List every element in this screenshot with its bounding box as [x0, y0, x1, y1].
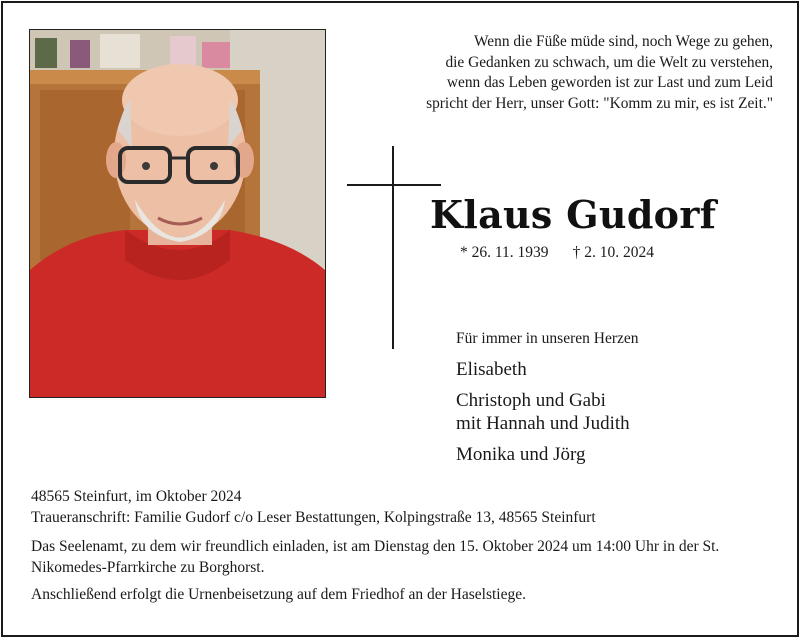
family-group [456, 443, 639, 466]
cross-icon-bar [347, 184, 441, 186]
place-date: 48565 Steinfurt, im Oktober 2024 [31, 488, 242, 505]
life-dates [460, 244, 654, 262]
family-member: Christoph und Gabi [456, 390, 606, 411]
death-date: † 2. 10. 2024 [572, 244, 654, 261]
family-group [456, 358, 639, 381]
mourning-address: Traueranschrift: Familie Gudorf c/o Leser Bestattungen, Kolpingstraße 13, 48565 Steinfurt [31, 509, 596, 526]
family-group [456, 389, 639, 435]
poem-line: wenn das Leben geworden ist zur Last und zum Leid [446, 74, 773, 91]
poem [333, 32, 773, 114]
family-member: Monika und Jörg [456, 444, 586, 465]
deceased-name: Klaus Gudorf [430, 192, 717, 237]
poem-line: die Gedanken zu schwach, um die Welt zu verstehen, [445, 53, 773, 71]
service-info: Das Seelenamt, zu dem wir freundlich einladen, ist am Dienstag den 15. Oktober 2024 um 14:00 Uhr in der St. Nikomedes-Pfarrkirche zu Borghorst. [31, 538, 720, 576]
family-intro: Für immer in unseren Herzen [456, 330, 639, 347]
family-member: Elisabeth [456, 359, 527, 380]
family-block [456, 330, 639, 474]
birth-date: * 26. 11. 1939 [460, 244, 549, 261]
burial-info: Anschließend erfolgt die Urnenbeisetzung auf dem Friedhof an der Haselstiege. [31, 586, 526, 603]
cross-icon [392, 146, 394, 349]
portrait-photo [29, 29, 326, 398]
poem-line: spricht der Herr, unser Gott: "Komm zu mir, es ist Zeit." [426, 94, 773, 112]
poem-line: Wenn die Füße müde sind, noch Wege zu gehen, [474, 33, 773, 50]
notice-footer [31, 486, 776, 605]
family-member: mit Hannah und Judith [456, 413, 630, 434]
